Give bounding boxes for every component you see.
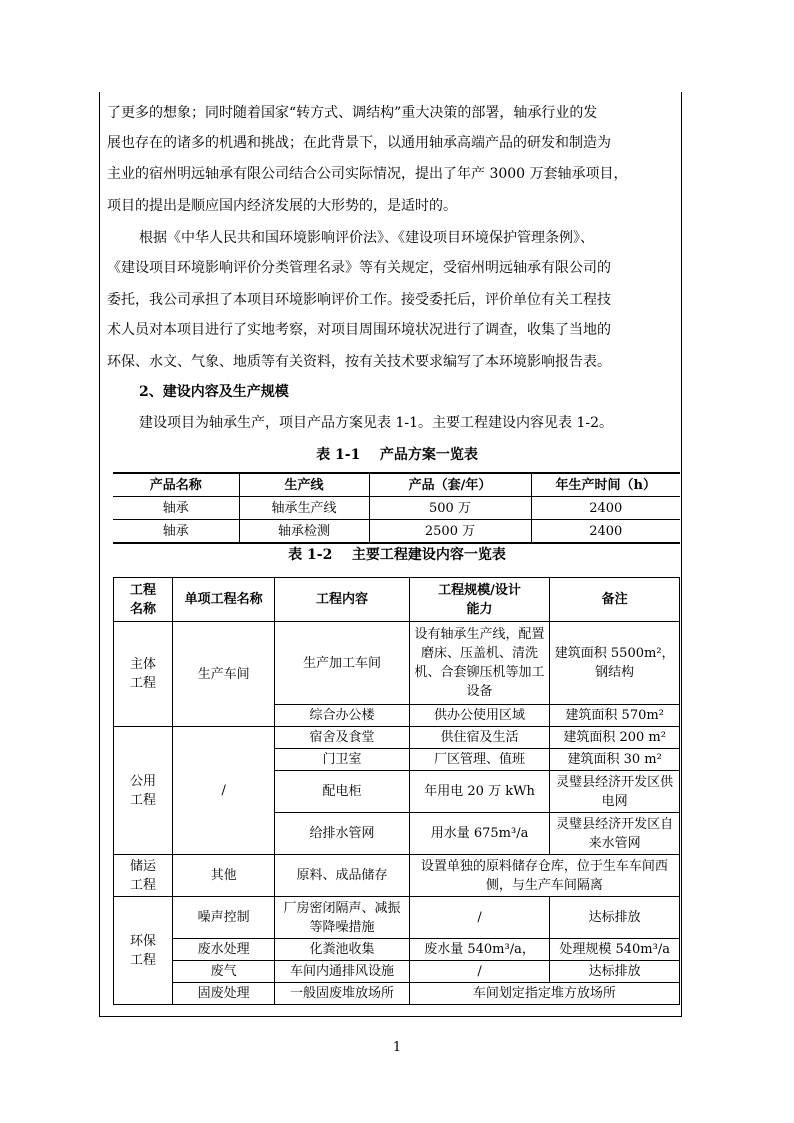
- table-row: [114, 622, 680, 705]
- table-row: [113, 497, 680, 520]
- table-row: [114, 939, 680, 961]
- table-cell: 一般固废堆放场所: [275, 983, 409, 1005]
- section-intro: 建设项目为轴承生产，项目产品方案见表 1-1。主要工程建设内容见表 1-2。: [139, 415, 613, 431]
- construction-table: [113, 577, 680, 1005]
- table-row: [114, 727, 680, 749]
- table-cell: 轴承: [113, 520, 239, 544]
- table-cell: 配电柜: [275, 771, 409, 813]
- table-row: [114, 961, 680, 983]
- paragraph2-line: 术人员对本项目进行了实地考察，对项目周围环境状况进行了调查，收集了当地的: [107, 322, 611, 338]
- paragraph2-line: 根据《中华人民共和国环境影响评价法》、《建设项目环境保护管理条例》、: [139, 230, 594, 246]
- table-header-row: [113, 473, 680, 497]
- table-cell: 其他: [172, 855, 274, 897]
- table2-caption: 表 1-2 主要工程建设内容一览表: [288, 547, 506, 563]
- table-cell: 建筑面积 5500m²，钢结构: [550, 622, 680, 705]
- table-cell: 500 万: [369, 497, 531, 520]
- table-cell: 达标排放: [550, 961, 680, 983]
- table-header-cell: 产品（套/年）: [369, 473, 531, 497]
- table-cell: 2400: [531, 497, 680, 520]
- table-header-cell: 工程内容: [275, 578, 409, 622]
- paragraph1-line: 项目的提出是顺应国内经济发展的大形势的，是适时的。: [107, 198, 457, 214]
- table-cell: 主体工程: [114, 622, 173, 727]
- table-header-cell: 产品名称: [113, 473, 239, 497]
- table-cell: 公用工程: [114, 727, 173, 855]
- table-cell: 废水量 540m³/a，: [409, 939, 550, 961]
- table-cell: 灵璧县经济开发区自来水管网: [550, 813, 680, 855]
- table-row: [114, 855, 680, 897]
- table-cell: 厂房密闭隔声、减振等降噪措施: [275, 897, 409, 939]
- table-cell: 生产加工车间: [275, 622, 409, 705]
- paragraph2-line: 委托，我公司承担了本项目环境影响评价工作。接受委托后，评价单位有关工程技: [107, 292, 611, 308]
- table-cell: 用水量 675m³/a: [409, 813, 550, 855]
- table-cell: 门卫室: [275, 749, 409, 771]
- table-cell: /: [172, 727, 274, 855]
- table-cell: 轴承检测: [239, 520, 369, 544]
- table-cell: 2400: [531, 520, 680, 544]
- table-cell: 原料、成品储存: [275, 855, 409, 897]
- paragraph1-line: 了更多的想象；同时随着国家“转方式、调结构”重大决策的部署，轴承行业的发: [107, 105, 598, 121]
- table-row: [114, 897, 680, 939]
- table-cell: 供办公使用区域: [409, 705, 550, 727]
- table-cell: 2500 万: [369, 520, 531, 544]
- table-cell: 达标排放: [550, 897, 680, 939]
- table-cell: /: [409, 961, 550, 983]
- table-cell: 建筑面积 200 m²: [550, 727, 680, 749]
- table-cell: 噪声控制: [172, 897, 274, 939]
- table-cell: 供住宿及生活: [409, 727, 550, 749]
- table-cell: 车间划定指定堆方放场所: [409, 983, 679, 1005]
- table-cell: 轴承: [113, 497, 239, 520]
- product-table: [113, 472, 680, 544]
- paragraph1-line: 展也存在的诸多的机遇和挑战；在此背景下，以通用轴承高端产品的研发和制造为: [107, 135, 611, 151]
- table-cell: 厂区管理、值班: [409, 749, 550, 771]
- table-cell: 综合办公楼: [275, 705, 409, 727]
- table-cell: 建筑面积 30 m²: [550, 749, 680, 771]
- table-cell: 宿舍及食堂: [275, 727, 409, 749]
- table-header-cell: 工程名称: [114, 578, 173, 622]
- table-header-cell: 生产线: [239, 473, 369, 497]
- table1-caption: 表 1-1 产品方案一览表: [316, 447, 478, 463]
- table-cell: 环保工程: [114, 897, 173, 1005]
- table-cell: 废水处理: [172, 939, 274, 961]
- table-cell: 设有轴承生产线，配置磨床、压盖机、清洗机、合套铆压机等加工设备: [409, 622, 550, 705]
- table-cell: 年用电 20 万 kWh: [409, 771, 550, 813]
- table-cell: /: [409, 897, 550, 939]
- table-cell: 灵璧县经济开发区供电网: [550, 771, 680, 813]
- table-cell: 废气: [172, 961, 274, 983]
- table-cell: 给排水管网: [275, 813, 409, 855]
- paragraph2-line: 《建设项目环境影响评价分类管理名录》等有关规定，受宿州明远轴承有限公司的: [107, 260, 611, 276]
- table-cell: 车间内通排风设施: [275, 961, 409, 983]
- table-cell: 设置单独的原料储存仓库，位于生车车间西侧，与生产车间隔离: [409, 855, 679, 897]
- table-header-cell: 年生产时间（h）: [531, 473, 680, 497]
- table-cell: 处理规模 540m³/a: [550, 939, 680, 961]
- table-row: [114, 983, 680, 1005]
- paragraph2-line: 环保、水文、气象、地质等有关资料，按有关技术要求编写了本环境影响报告表。: [107, 354, 611, 370]
- table-header-cell: 备注: [550, 578, 680, 622]
- table-cell: 化粪池收集: [275, 939, 409, 961]
- table-cell: 轴承生产线: [239, 497, 369, 520]
- table-header-cell: 工程规模/设计能力: [409, 578, 550, 622]
- table-row: [113, 520, 680, 544]
- table-cell: 生产车间: [172, 622, 274, 727]
- paragraph1-line: 主业的宿州明远轴承有限公司结合公司实际情况，提出了年产 3000 万套轴承项目，: [107, 166, 628, 182]
- table-header-cell: 单项工程名称: [172, 578, 274, 622]
- section-heading: 2、建设内容及生产规模: [139, 384, 289, 400]
- table-header-row: [114, 578, 680, 622]
- page-number: 1: [392, 1040, 402, 1055]
- table-cell: 固废处理: [172, 983, 274, 1005]
- table-cell: 储运工程: [114, 855, 173, 897]
- table-cell: 建筑面积 570m²: [550, 705, 680, 727]
